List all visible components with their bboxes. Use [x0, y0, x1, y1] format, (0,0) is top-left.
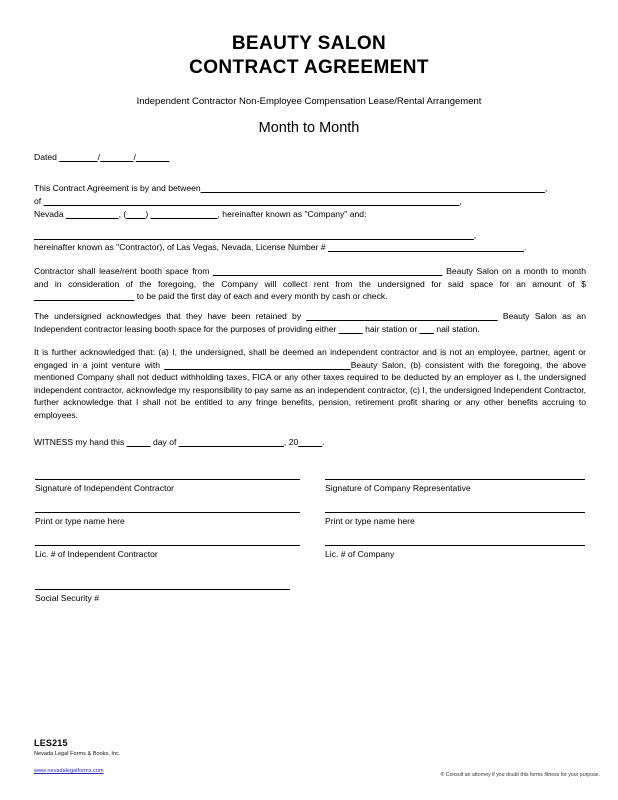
parties-line-3-mid: , (	[118, 209, 127, 219]
witness-day-blank[interactable]: _____	[126, 437, 151, 447]
footer-disclaimer: ® Consult an attorney if you doubt this forms fitness for your purpose.	[440, 772, 600, 778]
footer-left	[34, 738, 120, 778]
document-subtitle: Independent Contractor Non-Employee Compensation Lease/Rental Arrangement	[136, 96, 482, 107]
acknowledgement-venture-blank[interactable]: _______________________________________	[164, 359, 351, 370]
lease-amount-blank[interactable]: _____________________	[34, 291, 135, 302]
license-label-contractor: Lic. # of Independent Contractor	[35, 549, 158, 559]
parties-line-5-suffix: .	[523, 242, 527, 252]
witness-line	[34, 436, 586, 449]
parties-line-5-prefix: hereinafter known as "Contractor), of Las Vegas, Nevada, License Number #	[34, 242, 326, 252]
print-name-label-contractor: Print or type name here	[35, 516, 125, 526]
lease-paragraph-2	[34, 310, 586, 335]
parties-phone-blank[interactable]: ______________	[150, 209, 218, 219]
parties-areacode-blank[interactable]: ____	[126, 209, 146, 219]
parties-line-1-blank[interactable]: ________________________________________________________________________	[200, 183, 545, 193]
lease-p2-part-a: The undersigned acknowledges that they have been retained by	[34, 311, 302, 321]
nail-station-blank[interactable]: ___	[419, 323, 434, 334]
lease-p2-part-b: Beauty Salon as an Independent contractor leasing booth space for the purposes of providing either	[34, 311, 586, 334]
print-name-line-company[interactable]	[325, 512, 585, 513]
title-line-2: CONTRACT AGREEMENT	[189, 57, 429, 78]
dated-line	[34, 151, 586, 164]
parties-line-3-mid2: )	[145, 209, 151, 219]
social-security-line[interactable]	[35, 589, 290, 590]
signature-label-contractor: Signature of Independent Contractor	[35, 483, 175, 493]
parties-line-2-prefix: of	[34, 196, 42, 206]
parties-line-3	[34, 208, 586, 221]
witness-suffix: .	[322, 437, 325, 447]
acknowledgement-part-b: Beauty Salon, (b) consistent with the foregoing, the above mentioned Company shall not deduct withholding taxes, FICA or any other taxes required to be deducted by an employer as I, the undersigned independent contractor, acknowledge my responsibility to pay same as an independent contractor, (c) I, the undersigned Independent Contractor, further acknowledge that I shall not be entitled to any fringe benefits, pension, retirement profit sharing or any other benefits accruing to employees.	[34, 359, 586, 420]
title-line-1: BEAUTY SALON	[231, 33, 387, 54]
document-term: Month to Month	[258, 120, 360, 136]
parties-line-1-suffix: ,	[544, 183, 548, 193]
signature-line-contractor[interactable]	[35, 479, 300, 480]
parties-line-1	[34, 182, 586, 195]
lease-salon-blank[interactable]: ________________________________________________	[213, 266, 443, 276]
dated-separator-1: /	[97, 152, 100, 162]
publisher-name: Nevada Legal Forms & Books, Inc.	[34, 751, 121, 758]
parties-line-4	[34, 229, 586, 242]
dated-month-blank[interactable]: _______	[99, 152, 134, 162]
witness-mid: day of	[152, 437, 177, 447]
witness-prefix: WITNESS my hand this	[34, 437, 125, 447]
hair-station-blank[interactable]: _____	[338, 323, 363, 334]
parties-license-blank[interactable]: _________________________________________	[327, 242, 524, 252]
dated-separator-2: /	[133, 152, 136, 162]
acknowledgement-paragraph	[34, 346, 586, 422]
parties-line-3-suffix: , hereinafter known as "Company" and:	[217, 209, 367, 219]
license-line-contractor[interactable]	[35, 545, 300, 546]
witness-year-prefix: , 20	[283, 437, 299, 447]
dated-day-blank[interactable]: ________	[59, 152, 98, 162]
print-name-label-company: Print or type name here	[325, 516, 415, 526]
lease-p1-part-a: Contractor shall lease/rent booth space from	[34, 266, 210, 276]
lease-p2-part-d: nail station.	[436, 323, 480, 334]
print-name-line-contractor[interactable]	[35, 512, 300, 513]
parties-line-2	[34, 195, 586, 208]
lease-p2-part-c: hair station or	[365, 323, 418, 334]
document-title	[0, 32, 618, 80]
parties-line-5	[34, 241, 586, 254]
lease-p1-part-c: to be paid the first day of each and every month by cash or check.	[136, 291, 388, 302]
witness-month-blank[interactable]: ______________________	[178, 437, 284, 447]
license-label-company: Lic. # of Company	[325, 549, 395, 559]
lease-p1-part-b: Beauty Salon on a month to month and in consideration of the foregoing, the Company will collect rent from the undersigned for said space for an amount of $	[34, 266, 587, 289]
parties-contractor-blank[interactable]: ____________________________________________________________________________________________	[34, 230, 474, 240]
social-security-label: Social Security #	[35, 593, 100, 603]
parties-line-2-suffix: ,	[459, 196, 462, 206]
dated-year-blank[interactable]: _______	[135, 152, 170, 162]
witness-year-blank[interactable]: _____	[298, 437, 323, 447]
lease-retained-by-blank[interactable]: ________________________________________	[306, 311, 498, 321]
parties-line-2-blank[interactable]: _______________________________________________________________________________________	[43, 196, 460, 206]
publisher-url-link[interactable]: www.nevadalegalforms.com	[34, 768, 104, 774]
acknowledgement-part-a: It is further acknowledged that: (a) I, the undersigned, shall be deemed an independent contractor and is not an employee, partner, agent or engaged in a joint venture with	[34, 347, 586, 370]
form-code: LES215	[34, 737, 68, 748]
lease-paragraph-1	[34, 265, 586, 303]
parties-line-1-prefix: This Contract Agreement is by and between	[34, 183, 201, 193]
parties-city-blank[interactable]: ___________	[66, 209, 119, 219]
parties-state-label: Nevada	[34, 209, 64, 219]
license-line-company[interactable]	[325, 545, 585, 546]
parties-line-4-suffix: ,	[473, 230, 477, 240]
dated-label: Dated	[34, 152, 57, 162]
signature-label-company: Signature of Company Representative	[325, 483, 471, 493]
signature-line-company[interactable]	[325, 479, 585, 480]
